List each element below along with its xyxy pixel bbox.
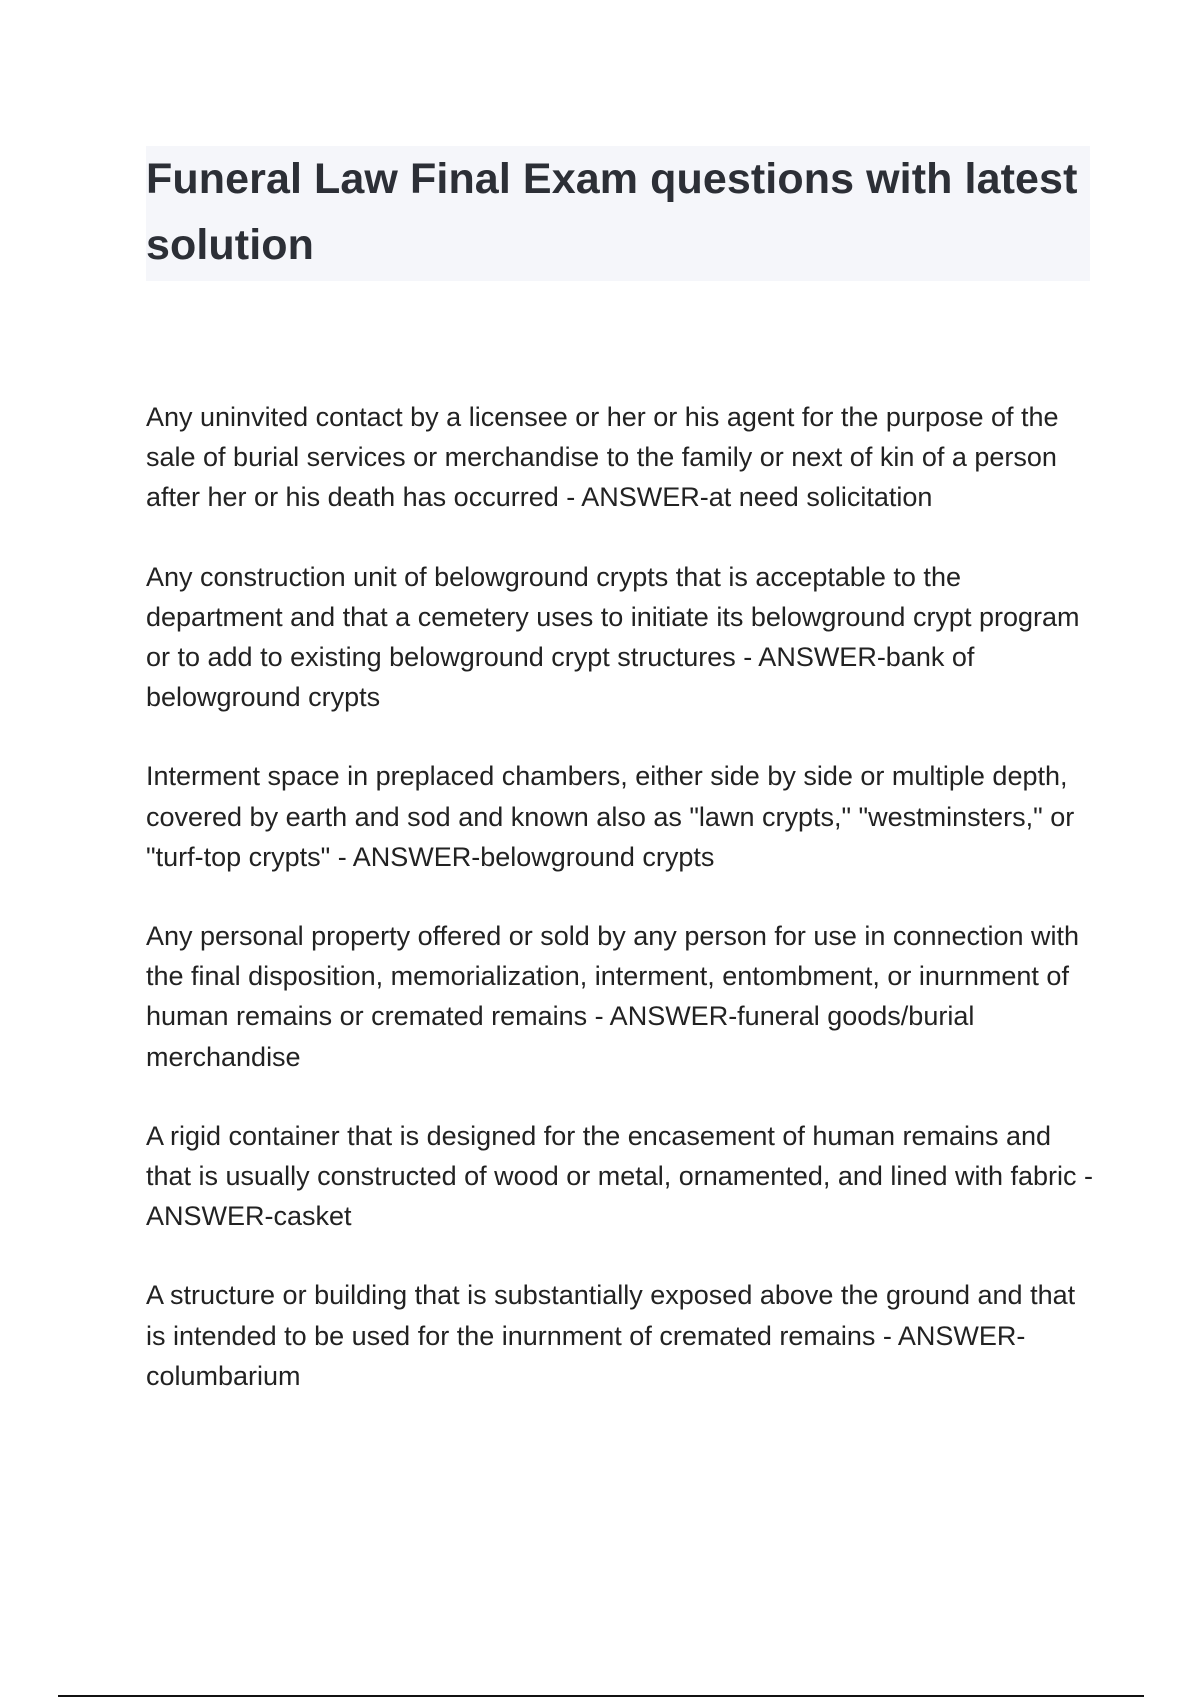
document-title: Funeral Law Final Exam questions with latest solution	[146, 155, 1078, 269]
qa-item: Any construction unit of belowground crypts that is acceptable to the department and that a cemetery uses to initiate its belowground crypt program or to add to existing belowground crypt structures - ANSWER-bank of belowground crypts	[146, 561, 1080, 713]
qa-item: A structure or building that is substantially exposed above the ground and that is intended to be used for the inurnment of cremated remains - ANSWER-columbarium	[146, 1280, 1076, 1391]
title-banner	[146, 146, 1090, 281]
qa-item: A rigid container that is designed for the encasement of human remains and that is usually constructed of wood or metal, ornamented, and lined with fabric - ANSWER-casket	[146, 1120, 1093, 1232]
qa-item: Any uninvited contact by a licensee or her or his agent for the purpose of the sale of burial services or merchandise to the family or next of kin of a person after her or his death has occurred - ANSWER-at need solicitation	[146, 402, 1059, 513]
page-bottom-divider	[58, 1695, 1144, 1697]
qa-item: Any personal property offered or sold by any person for use in connection with the final disposition, memorialization, interment, entombment, or inurnment of human remains or cremated remains - ANSWER-funeral goods/burial merchandise	[146, 921, 1080, 1072]
qa-list	[146, 397, 1096, 1435]
qa-item: Interment space in preplaced chambers, either side by side or multiple depth, covered by earth and sod and known also as "lawn crypts," "westminsters," or "turf-top crypts" - ANSWER-belowground crypts	[146, 761, 1075, 872]
